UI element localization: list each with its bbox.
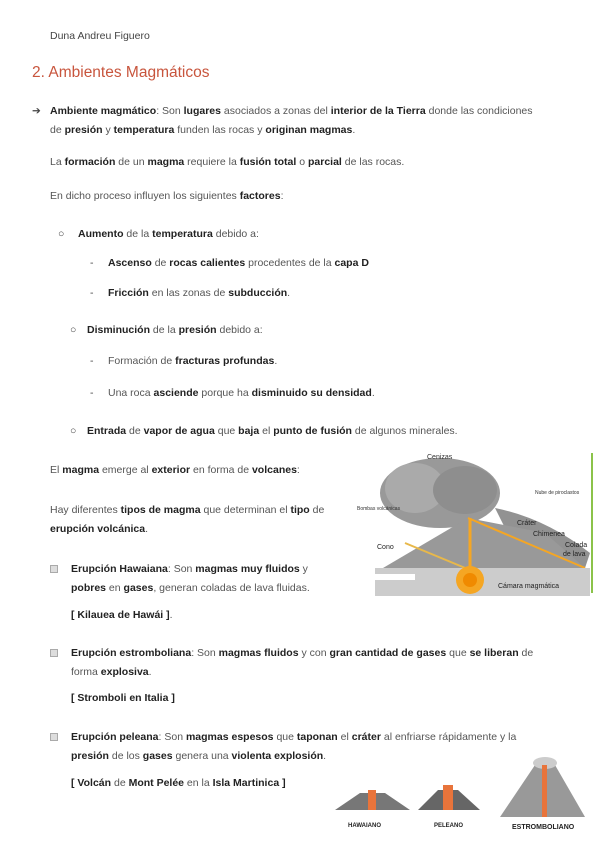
- bold-text: violenta explosión: [231, 750, 324, 762]
- bold-text: temperatura: [113, 124, 175, 136]
- text-run: de: [111, 777, 129, 789]
- bold-text: erupción volcánica: [50, 523, 146, 535]
- text-run: , generan coladas de lava fluidas.: [153, 582, 310, 594]
- example: [71, 774, 286, 793]
- text-run: en forma de: [190, 464, 252, 476]
- text-run: : Son: [156, 105, 184, 117]
- bold-text: magma: [62, 464, 100, 476]
- list-item: [71, 644, 533, 663]
- bold-text: parcial: [307, 156, 342, 168]
- bold-text: fracturas profundas: [175, 355, 275, 367]
- bold-text: vapor de agua: [143, 425, 215, 437]
- circle-bullet-icon: ○: [70, 425, 77, 437]
- bold-text: Fricción: [108, 287, 149, 299]
- bold-text: magmas fluidos: [218, 647, 299, 659]
- text-run: de: [126, 425, 144, 437]
- bold-text: tipo: [290, 504, 310, 516]
- text-run: debido a:: [216, 324, 263, 336]
- list-item: [108, 254, 369, 273]
- paragraph-line: [50, 520, 148, 539]
- text-run: debido a:: [212, 228, 259, 240]
- bold-text: tipos de magma: [120, 504, 201, 516]
- text-run: que determinan el: [200, 504, 291, 516]
- bold-text: [ Stromboli en Italia ]: [71, 692, 175, 704]
- text-run: de: [309, 504, 325, 516]
- text-run: : Son: [167, 563, 196, 575]
- circle-bullet-icon: ○: [70, 324, 77, 336]
- label-estromboliano: ESTROMBOLIANO: [512, 824, 575, 831]
- text-run: Formación de: [108, 355, 176, 367]
- text-run: procedentes de la: [245, 257, 335, 269]
- bold-text: exterior: [151, 464, 191, 476]
- bold-text: fusión total: [239, 156, 297, 168]
- bold-text: subducción: [228, 287, 288, 299]
- text-run: de un: [115, 156, 148, 168]
- text-run: al enfriarse rápidamente y la: [380, 731, 517, 743]
- text-run: El: [50, 464, 63, 476]
- text-run: y: [299, 563, 308, 575]
- bold-text: magma: [147, 156, 185, 168]
- arrow-bullet-icon: ➔: [32, 105, 41, 117]
- list-item: [87, 422, 458, 441]
- bold-text: presión: [71, 750, 109, 762]
- label-colada: Colada: [565, 542, 588, 549]
- text-run: y con: [298, 647, 330, 659]
- dash-bullet-icon: -: [90, 287, 94, 299]
- text-run: .: [323, 750, 327, 762]
- list-item: [108, 284, 290, 303]
- list-item: [71, 579, 310, 598]
- label-peleano: PELEANO: [434, 823, 464, 829]
- text-run: porque ha: [198, 387, 252, 399]
- dash-bullet-icon: -: [90, 257, 94, 269]
- text-run: : Son: [158, 731, 186, 743]
- text-run: .: [287, 287, 291, 299]
- list-item: [71, 747, 326, 766]
- bold-text: taponan: [296, 731, 338, 743]
- text-run: genera una: [172, 750, 232, 762]
- volcano-types-diagram: [330, 755, 595, 835]
- text-run: emerge al: [99, 464, 152, 476]
- paragraph: [50, 187, 283, 206]
- text-run: .: [169, 609, 173, 621]
- text-run: que: [214, 425, 239, 437]
- paragraph: [50, 461, 300, 480]
- bold-text: Disminución: [87, 324, 151, 336]
- bold-text: [ Volcán: [71, 777, 112, 789]
- label-nube: Nube de piroclastos: [535, 490, 580, 496]
- bold-text: cráter: [351, 731, 381, 743]
- text-run: funden las rocas y: [174, 124, 266, 136]
- label-chimenea: Chimenea: [533, 531, 565, 538]
- list-item: [71, 663, 152, 682]
- bold-text: Aumento: [78, 228, 124, 240]
- list-item: [87, 321, 263, 340]
- bold-text: [ Kilauea de Hawái ]: [71, 609, 170, 621]
- author-name: Duna Andreu Figuero: [50, 30, 150, 42]
- volcano-diagram: [345, 448, 600, 598]
- text-run: de: [151, 257, 170, 269]
- bold-text: Entrada: [87, 425, 127, 437]
- list-item: [71, 560, 308, 579]
- text-run: : Son: [191, 647, 219, 659]
- text-run: En dicho proceso influyen los siguientes: [50, 190, 240, 202]
- text-run: de los: [108, 750, 143, 762]
- label-cono: Cono: [377, 544, 394, 551]
- text-run: de la: [123, 228, 153, 240]
- text-run: de las rocas.: [341, 156, 405, 168]
- text-run: de: [50, 124, 65, 136]
- bold-text: volcanes: [251, 464, 297, 476]
- text-run: el: [259, 425, 274, 437]
- bold-text: presión: [178, 324, 217, 336]
- bold-text: pobres: [71, 582, 107, 594]
- text-run: y: [102, 124, 114, 136]
- bold-text: gases: [142, 750, 173, 762]
- label-cenizas: Cenizas: [427, 454, 453, 461]
- text-run: en: [106, 582, 124, 594]
- bold-text: formación: [64, 156, 116, 168]
- bold-text: gases: [123, 582, 154, 594]
- text-run: La: [50, 156, 65, 168]
- text-run: Hay diferentes: [50, 504, 121, 516]
- text-run: Una roca: [108, 387, 154, 399]
- bold-text: magmas espesos: [185, 731, 274, 743]
- bold-text: Erupción estromboliana: [71, 647, 192, 659]
- bold-text: explosiva: [100, 666, 149, 678]
- label-bombas: Bombas volcánicas: [357, 506, 401, 512]
- text-run: :: [296, 464, 300, 476]
- square-bullet-icon: [50, 565, 58, 573]
- bold-text: originan magmas: [265, 124, 353, 136]
- example: [71, 606, 173, 625]
- text-run: :: [280, 190, 284, 202]
- text-run: .: [352, 124, 356, 136]
- bold-text: gran cantidad de gases: [329, 647, 447, 659]
- text-run: .: [148, 666, 152, 678]
- text-run: .: [145, 523, 149, 535]
- text-run: de: [518, 647, 534, 659]
- bold-text: Ambiente magmático: [50, 105, 157, 117]
- bold-text: Erupción peleana: [71, 731, 159, 743]
- text-run: donde las condiciones: [425, 105, 533, 117]
- label-colada-2: de lava: [563, 551, 586, 558]
- bold-text: asciende: [153, 387, 199, 399]
- text-run: de algunos minerales.: [351, 425, 458, 437]
- text-run: requiere la: [184, 156, 240, 168]
- text-run: que: [273, 731, 297, 743]
- text-run: que: [446, 647, 470, 659]
- text-run: forma: [71, 666, 101, 678]
- bold-text: magmas muy fluidos: [195, 563, 300, 575]
- bold-text: Mont Pelée: [128, 777, 185, 789]
- paragraph-line: [50, 121, 355, 140]
- text-run: en las zonas de: [148, 287, 229, 299]
- circle-bullet-icon: ○: [58, 228, 65, 240]
- bold-text: factores: [239, 190, 281, 202]
- bold-text: Isla Martinica ]: [212, 777, 286, 789]
- paragraph-line: [50, 501, 324, 520]
- square-bullet-icon: [50, 649, 58, 657]
- bold-text: rocas calientes: [169, 257, 246, 269]
- bold-text: interior de la Tierra: [330, 105, 426, 117]
- paragraph-line: [50, 102, 533, 121]
- square-bullet-icon: [50, 733, 58, 741]
- bold-text: se liberan: [469, 647, 519, 659]
- text-run: el: [337, 731, 352, 743]
- example: [71, 689, 175, 708]
- dash-bullet-icon: -: [90, 355, 94, 367]
- bold-text: Ascenso: [108, 257, 152, 269]
- dash-bullet-icon: -: [90, 387, 94, 399]
- text-run: .: [371, 387, 375, 399]
- bold-text: punto de fusión: [273, 425, 352, 437]
- bold-text: Erupción Hawaiana: [71, 563, 168, 575]
- label-camara: Cámara magmática: [498, 583, 560, 590]
- list-item: [108, 384, 375, 403]
- bold-text: presión: [64, 124, 103, 136]
- bold-text: baja: [238, 425, 260, 437]
- text-run: en la: [184, 777, 213, 789]
- list-item: [78, 225, 259, 244]
- section-heading: 2. Ambientes Magmáticos: [32, 64, 210, 81]
- bold-text: lugares: [183, 105, 221, 117]
- bold-text: disminuido su densidad: [251, 387, 372, 399]
- label-hawaiano: HAWAIANO: [348, 823, 381, 829]
- bold-text: capa D: [334, 257, 369, 269]
- text-run: .: [274, 355, 278, 367]
- list-item: [108, 352, 277, 371]
- list-item: [71, 728, 516, 747]
- paragraph: [50, 153, 404, 172]
- text-run: o: [296, 156, 308, 168]
- text-run: asociados a zonas del: [221, 105, 331, 117]
- text-run: de la: [150, 324, 179, 336]
- bold-text: temperatura: [152, 228, 213, 240]
- label-crater: Cráter: [517, 520, 537, 527]
